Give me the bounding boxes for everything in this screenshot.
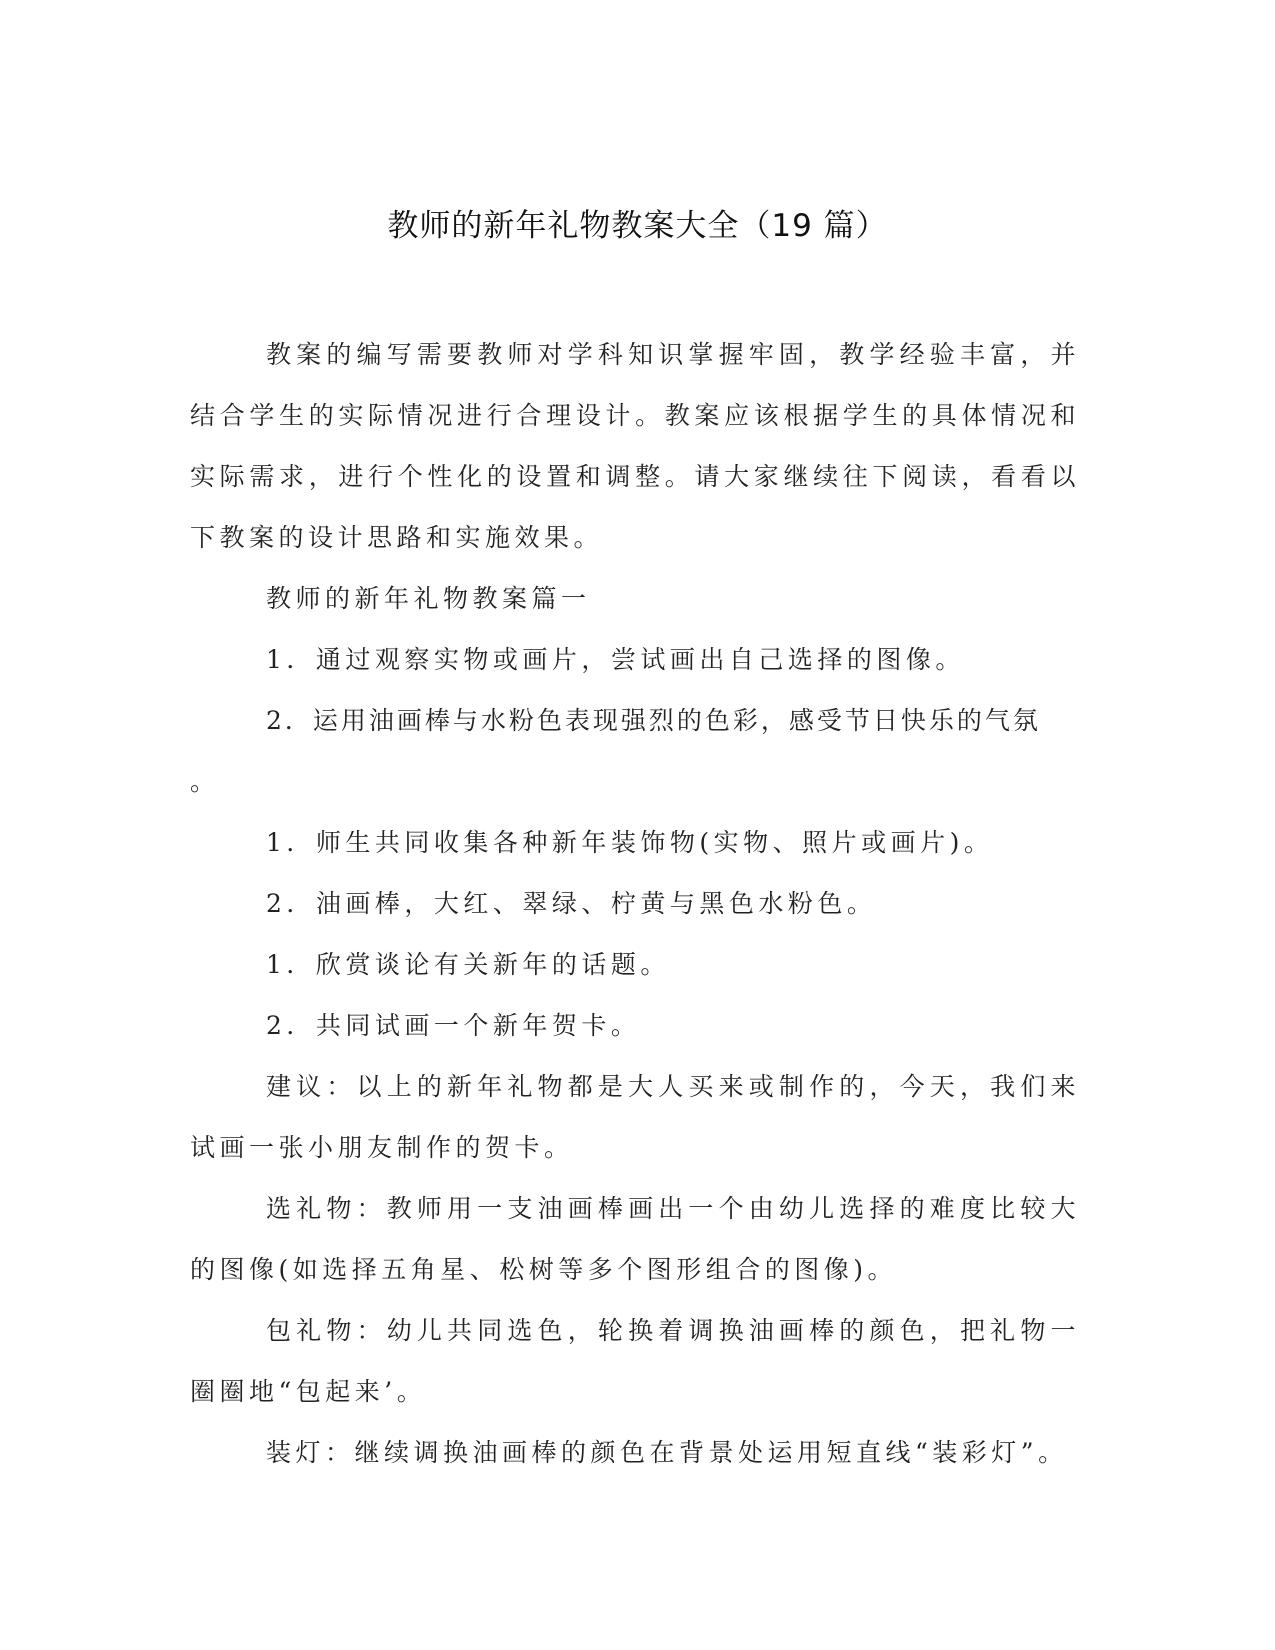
- install-lights-paragraph: 装灯：继续调换油画棒的颜色在背景处运用短直线“装彩灯”。: [266, 1438, 1068, 1467]
- preparation-item: 1．师生共同收集各种新年装饰物(实物、照片或画片)。: [266, 828, 994, 857]
- process-item: 2．共同试画一个新年贺卡。: [266, 1011, 641, 1040]
- choose-gift-paragraph: 选礼物：教师用一支油画棒画出一个由幼儿选择的难度比较大的图像(如选择五角星、松树等多个图形组合的图像)。: [190, 1194, 1080, 1284]
- objective-item-continuation: 。: [190, 767, 220, 796]
- objective-item: 2．运用油画棒与水粉色表现强烈的色彩，感受节日快乐的气氛: [266, 706, 1041, 735]
- document-body: [190, 324, 1080, 1483]
- section-heading: 教师的新年礼物教案篇一: [266, 584, 591, 613]
- intro-paragraph: 教案的编写需要教师对学科知识掌握牢固，教学经验丰富，并结合学生的实际情况进行合理设计。教案应该根据学生的具体情况和实际需求，进行个性化的设置和调整。请大家继续往下阅读，看看以下教案的设计思路和实施效果。: [190, 340, 1080, 552]
- preparation-item: 2．油画棒，大红、翠绿、柠黄与黑色水粉色。: [266, 889, 877, 918]
- suggestion-paragraph: 建议：以上的新年礼物都是大人买来或制作的，今天，我们来试画一张小朋友制作的贺卡。: [190, 1072, 1080, 1162]
- process-item: 1．欣赏谈论有关新年的话题。: [266, 950, 670, 979]
- wrap-gift-paragraph: 包礼物：幼儿共同选色，轮换着调换油画棒的颜色，把礼物一圈圈地“包起来’。: [190, 1316, 1080, 1406]
- document-title: 教师的新年礼物教案大全（19 篇）: [387, 208, 888, 244]
- objective-item: 1．通过观察实物或画片，尝试画出自己选择的图像。: [266, 645, 965, 674]
